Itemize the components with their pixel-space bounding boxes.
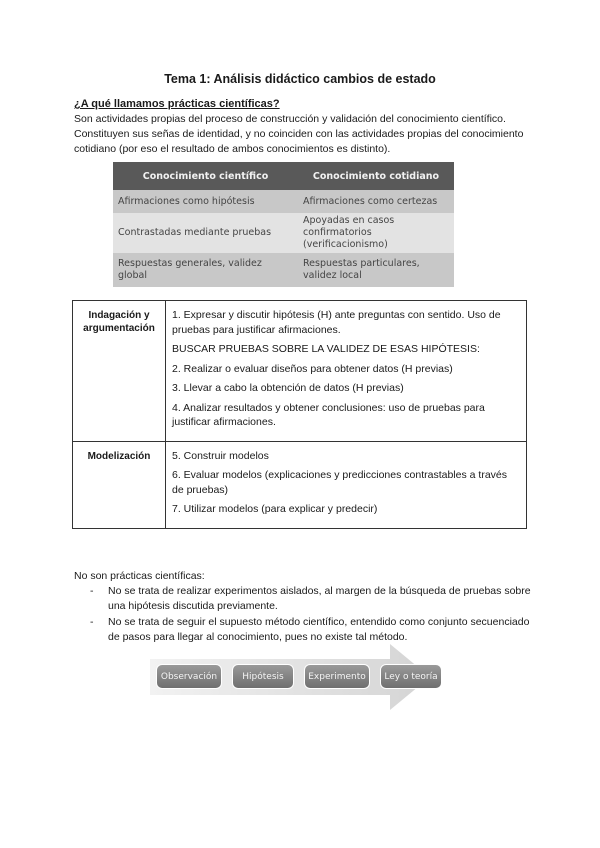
comparison-header-row bbox=[113, 162, 454, 190]
items-inquiry bbox=[166, 301, 527, 442]
practices-table bbox=[72, 300, 527, 529]
practice-item: BUSCAR PRUEBAS SOBRE LA VALIDEZ DE ESAS HIPÓTESIS: bbox=[172, 343, 480, 355]
list-item-text: No se trata de realizar experimentos aislados, al margen de la búsqueda de pruebas sobre una hipótesis discutida previamente. bbox=[108, 585, 531, 612]
flow-step-law-theory: Ley o teoría bbox=[380, 664, 442, 689]
dash-bullet: - bbox=[90, 616, 94, 628]
comparison-row bbox=[113, 253, 454, 287]
flow-step-experiment: Experimento bbox=[304, 664, 370, 689]
section-heading: ¿A qué llamamos prácticas científicas? bbox=[74, 98, 280, 110]
flow-step-hypothesis: Hipótesis bbox=[232, 664, 294, 689]
method-flow-diagram bbox=[150, 642, 450, 712]
list-item-text: No se trata de seguir el supuesto método científico, entendido como conjunto secuenciado de pasos para llegar al conocimiento, pues no existe tal método. bbox=[108, 616, 530, 643]
cell-scientific: Afirmaciones como hipótesis bbox=[113, 190, 298, 213]
not-practices-list bbox=[74, 584, 534, 646]
practice-item: 4. Analizar resultados y obtener conclusiones: uso de pruebas para justificar afirmaciones. bbox=[172, 401, 485, 428]
comparison-row bbox=[113, 213, 454, 253]
list-item bbox=[74, 615, 534, 644]
dash-bullet: - bbox=[90, 585, 94, 597]
cell-everyday: Respuestas particulares, validez local bbox=[298, 253, 454, 287]
practice-item: 2. Realizar o evaluar diseños para obtener datos (H previas) bbox=[172, 362, 453, 375]
cell-scientific: Respuestas generales, validez global bbox=[113, 253, 298, 287]
practices-row-modeling bbox=[73, 441, 527, 528]
label-modeling: Modelización bbox=[73, 441, 166, 528]
intro-paragraph: Son actividades propias del proceso de construcción y validación del conocimiento científico. Constituyen sus señas de identidad, y no coinciden con las actividades propias del conocimiento cotidiano (por eso el resultado de ambos conocimientos es distinto). bbox=[74, 113, 524, 155]
practice-item: 1. Expresar y discutir hipótesis (H) ante preguntas con sentido. Uso de pruebas para justificar afirmaciones. bbox=[172, 309, 501, 336]
flow-step-observation: Observación bbox=[156, 664, 222, 689]
practice-item: 6. Evaluar modelos (explicaciones y predicciones contrastables a través de pruebas) bbox=[172, 469, 508, 496]
not-practices-heading: No son prácticas científicas: bbox=[74, 570, 205, 582]
list-item bbox=[74, 584, 534, 613]
comparison-table bbox=[113, 162, 454, 287]
practice-item: 3. Llevar a cabo la obtención de datos (H previas) bbox=[172, 382, 404, 394]
page-title: Tema 1: Análisis didáctico cambios de estado bbox=[164, 72, 436, 86]
items-modeling bbox=[166, 441, 527, 528]
practice-item: 7. Utilizar modelos (para explicar y predecir) bbox=[172, 503, 378, 515]
label-inquiry: Indagación y argumentación bbox=[73, 301, 166, 442]
header-scientific: Conocimiento científico bbox=[113, 162, 298, 190]
cell-scientific: Contrastadas mediante pruebas bbox=[113, 213, 298, 253]
comparison-row bbox=[113, 190, 454, 213]
practices-row-inquiry bbox=[73, 301, 527, 442]
practice-item: 5. Construir modelos bbox=[172, 449, 269, 462]
header-everyday: Conocimiento cotidiano bbox=[298, 162, 454, 190]
cell-everyday: Afirmaciones como certezas bbox=[298, 190, 454, 213]
cell-everyday: Apoyadas en casos confirmatorios (verificacionismo) bbox=[298, 213, 454, 253]
